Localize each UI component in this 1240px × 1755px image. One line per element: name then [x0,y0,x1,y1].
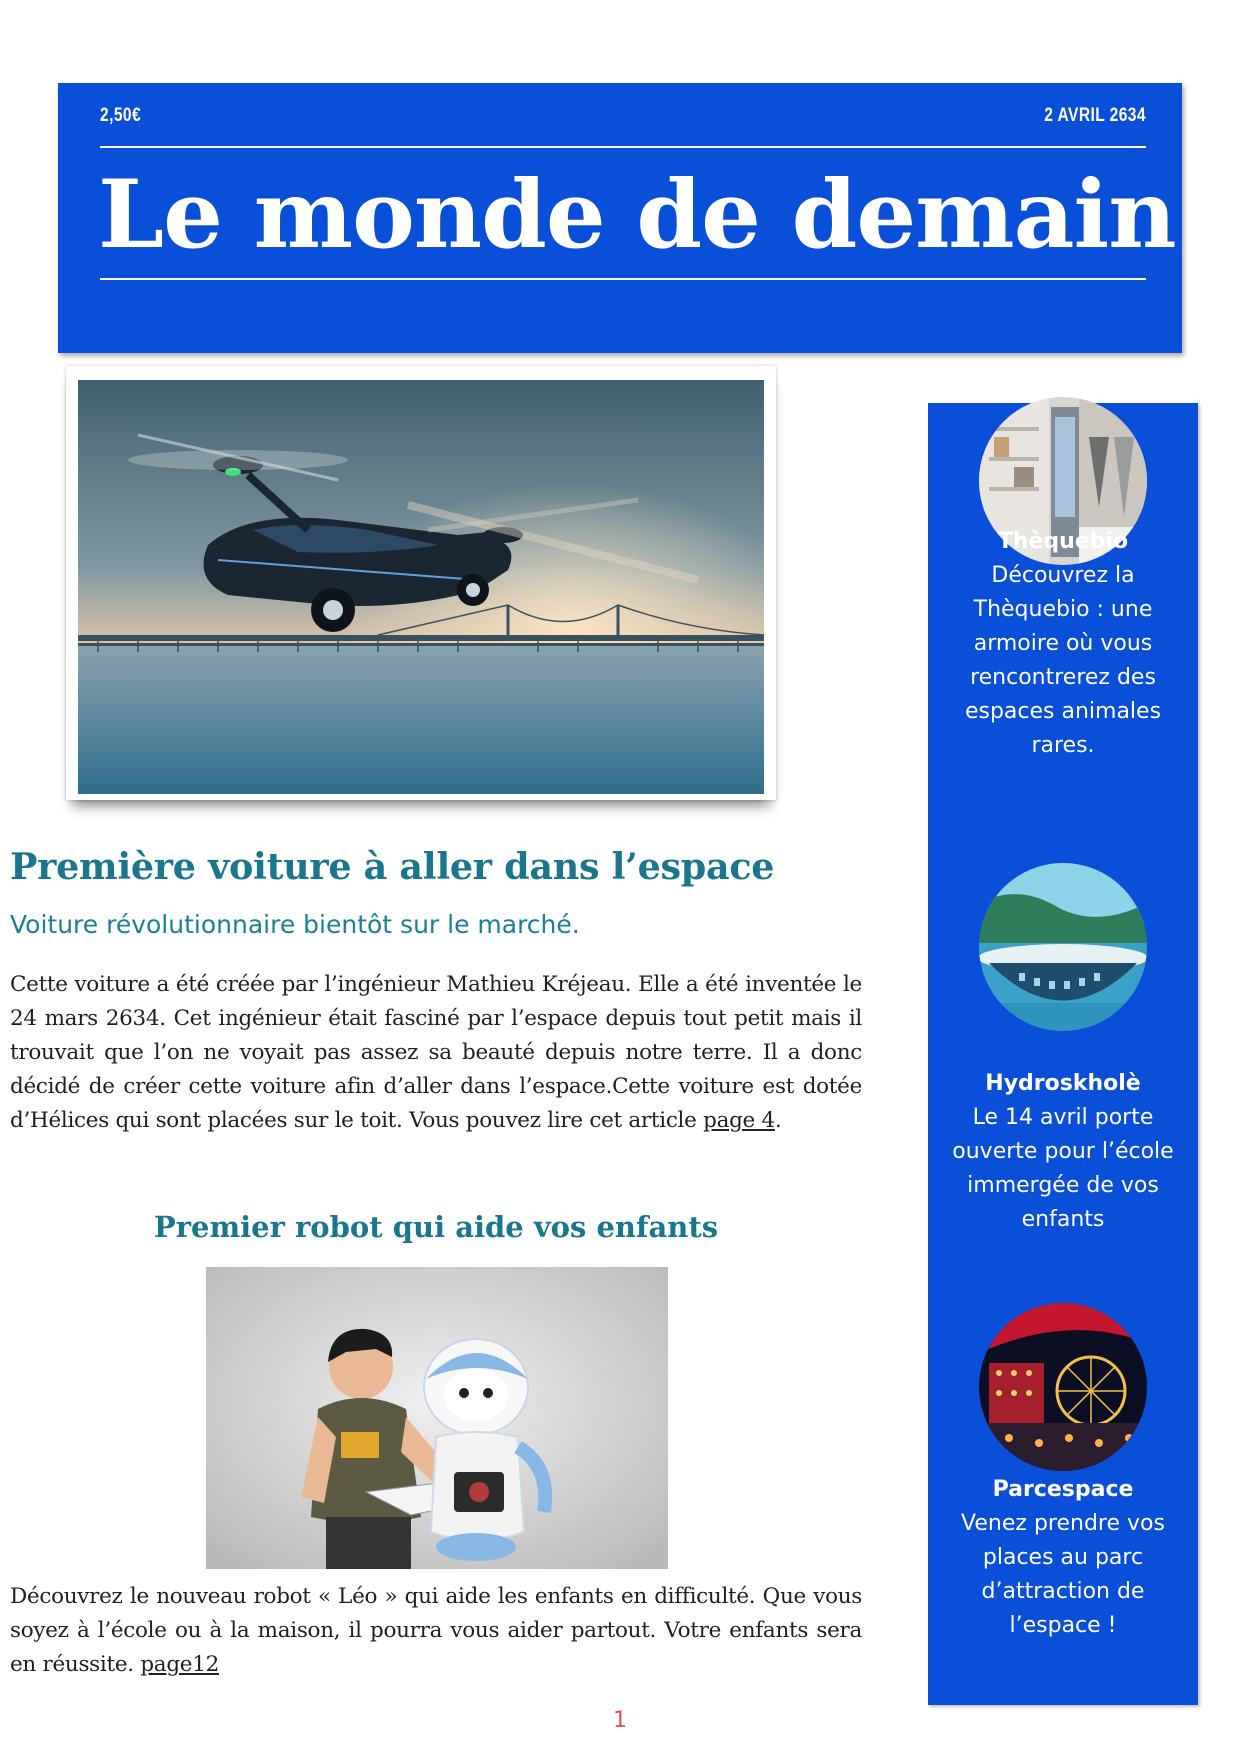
newspaper-title: Le monde de demain [98,160,1176,270]
robot-article-body [10,1580,862,1682]
masthead-rule-bottom [100,278,1146,280]
article-headline: Première voiture à aller dans l’espace [10,845,775,888]
robot-child-photo [206,1267,668,1569]
underwater-school-photo [979,863,1147,1031]
sidebar-item-text: Découvrez la Thèquebio : une armoire où vous rencontrerez des espaces animales rares. [964,563,1162,758]
article-subheading: Voiture révolutionnaire bientôt sur le marché. [10,910,580,939]
page-4-link[interactable]: page 4 [703,1108,775,1133]
issue-date: 2 AVRIL 2634 [1044,105,1146,126]
amusement-park-photo [979,1303,1147,1471]
sidebar-item-thequebio [938,525,1188,763]
article-body [10,968,862,1138]
masthead [58,83,1182,353]
sidebar-item-text: Venez prendre vos places au parc d’attraction de l’espace ! [961,1511,1165,1638]
masthead-rule-top [100,146,1146,148]
robot-article-text: Découvrez le nouveau robot « Léo » qui aide les enfants en difficulté. Que vous soyez à l’école ou à la maison, il pourra vous aider partout. Votre enfants sera en réussite. [10,1584,862,1677]
flying-car-photo [78,380,764,794]
page-number: 1 [613,1708,627,1733]
sidebar [928,403,1198,1705]
sidebar-item-hydroskhole [938,1067,1188,1237]
sidebar-item-parcespace [938,1473,1188,1643]
article-body-text: Cette voiture a été créée par l’ingénieur Mathieu Kréjeau. Elle a été inventée le 24 mars 2634. Cet ingénieur était fasciné par l’espace depuis tout petit mais il trouvait que l’on ne voyait pas assez sa beauté depuis notre terre. Il a donc décidé de créer cette voiture afin d’aller dans l’espace.Cette voiture est dotée d’Hélices qui sont placées sur le toit. Vous pouvez lire cet article [10,972,862,1133]
article-body-end: . [774,1108,782,1133]
price-label: 2,50€ [100,105,142,126]
page-12-link[interactable]: page12 [140,1652,219,1677]
sidebar-item-title: Hydroskholè [985,1071,1141,1096]
hero-photo-frame [66,366,776,800]
sidebar-item-text: Le 14 avril porte ouverte pour l’école immergée de vos enfants [952,1105,1174,1232]
robot-article-headline: Premier robot qui aide vos enfants [153,1210,719,1244]
sidebar-item-title: Parcespace [992,1477,1134,1502]
sidebar-item-title: Thèquebio [997,529,1129,554]
